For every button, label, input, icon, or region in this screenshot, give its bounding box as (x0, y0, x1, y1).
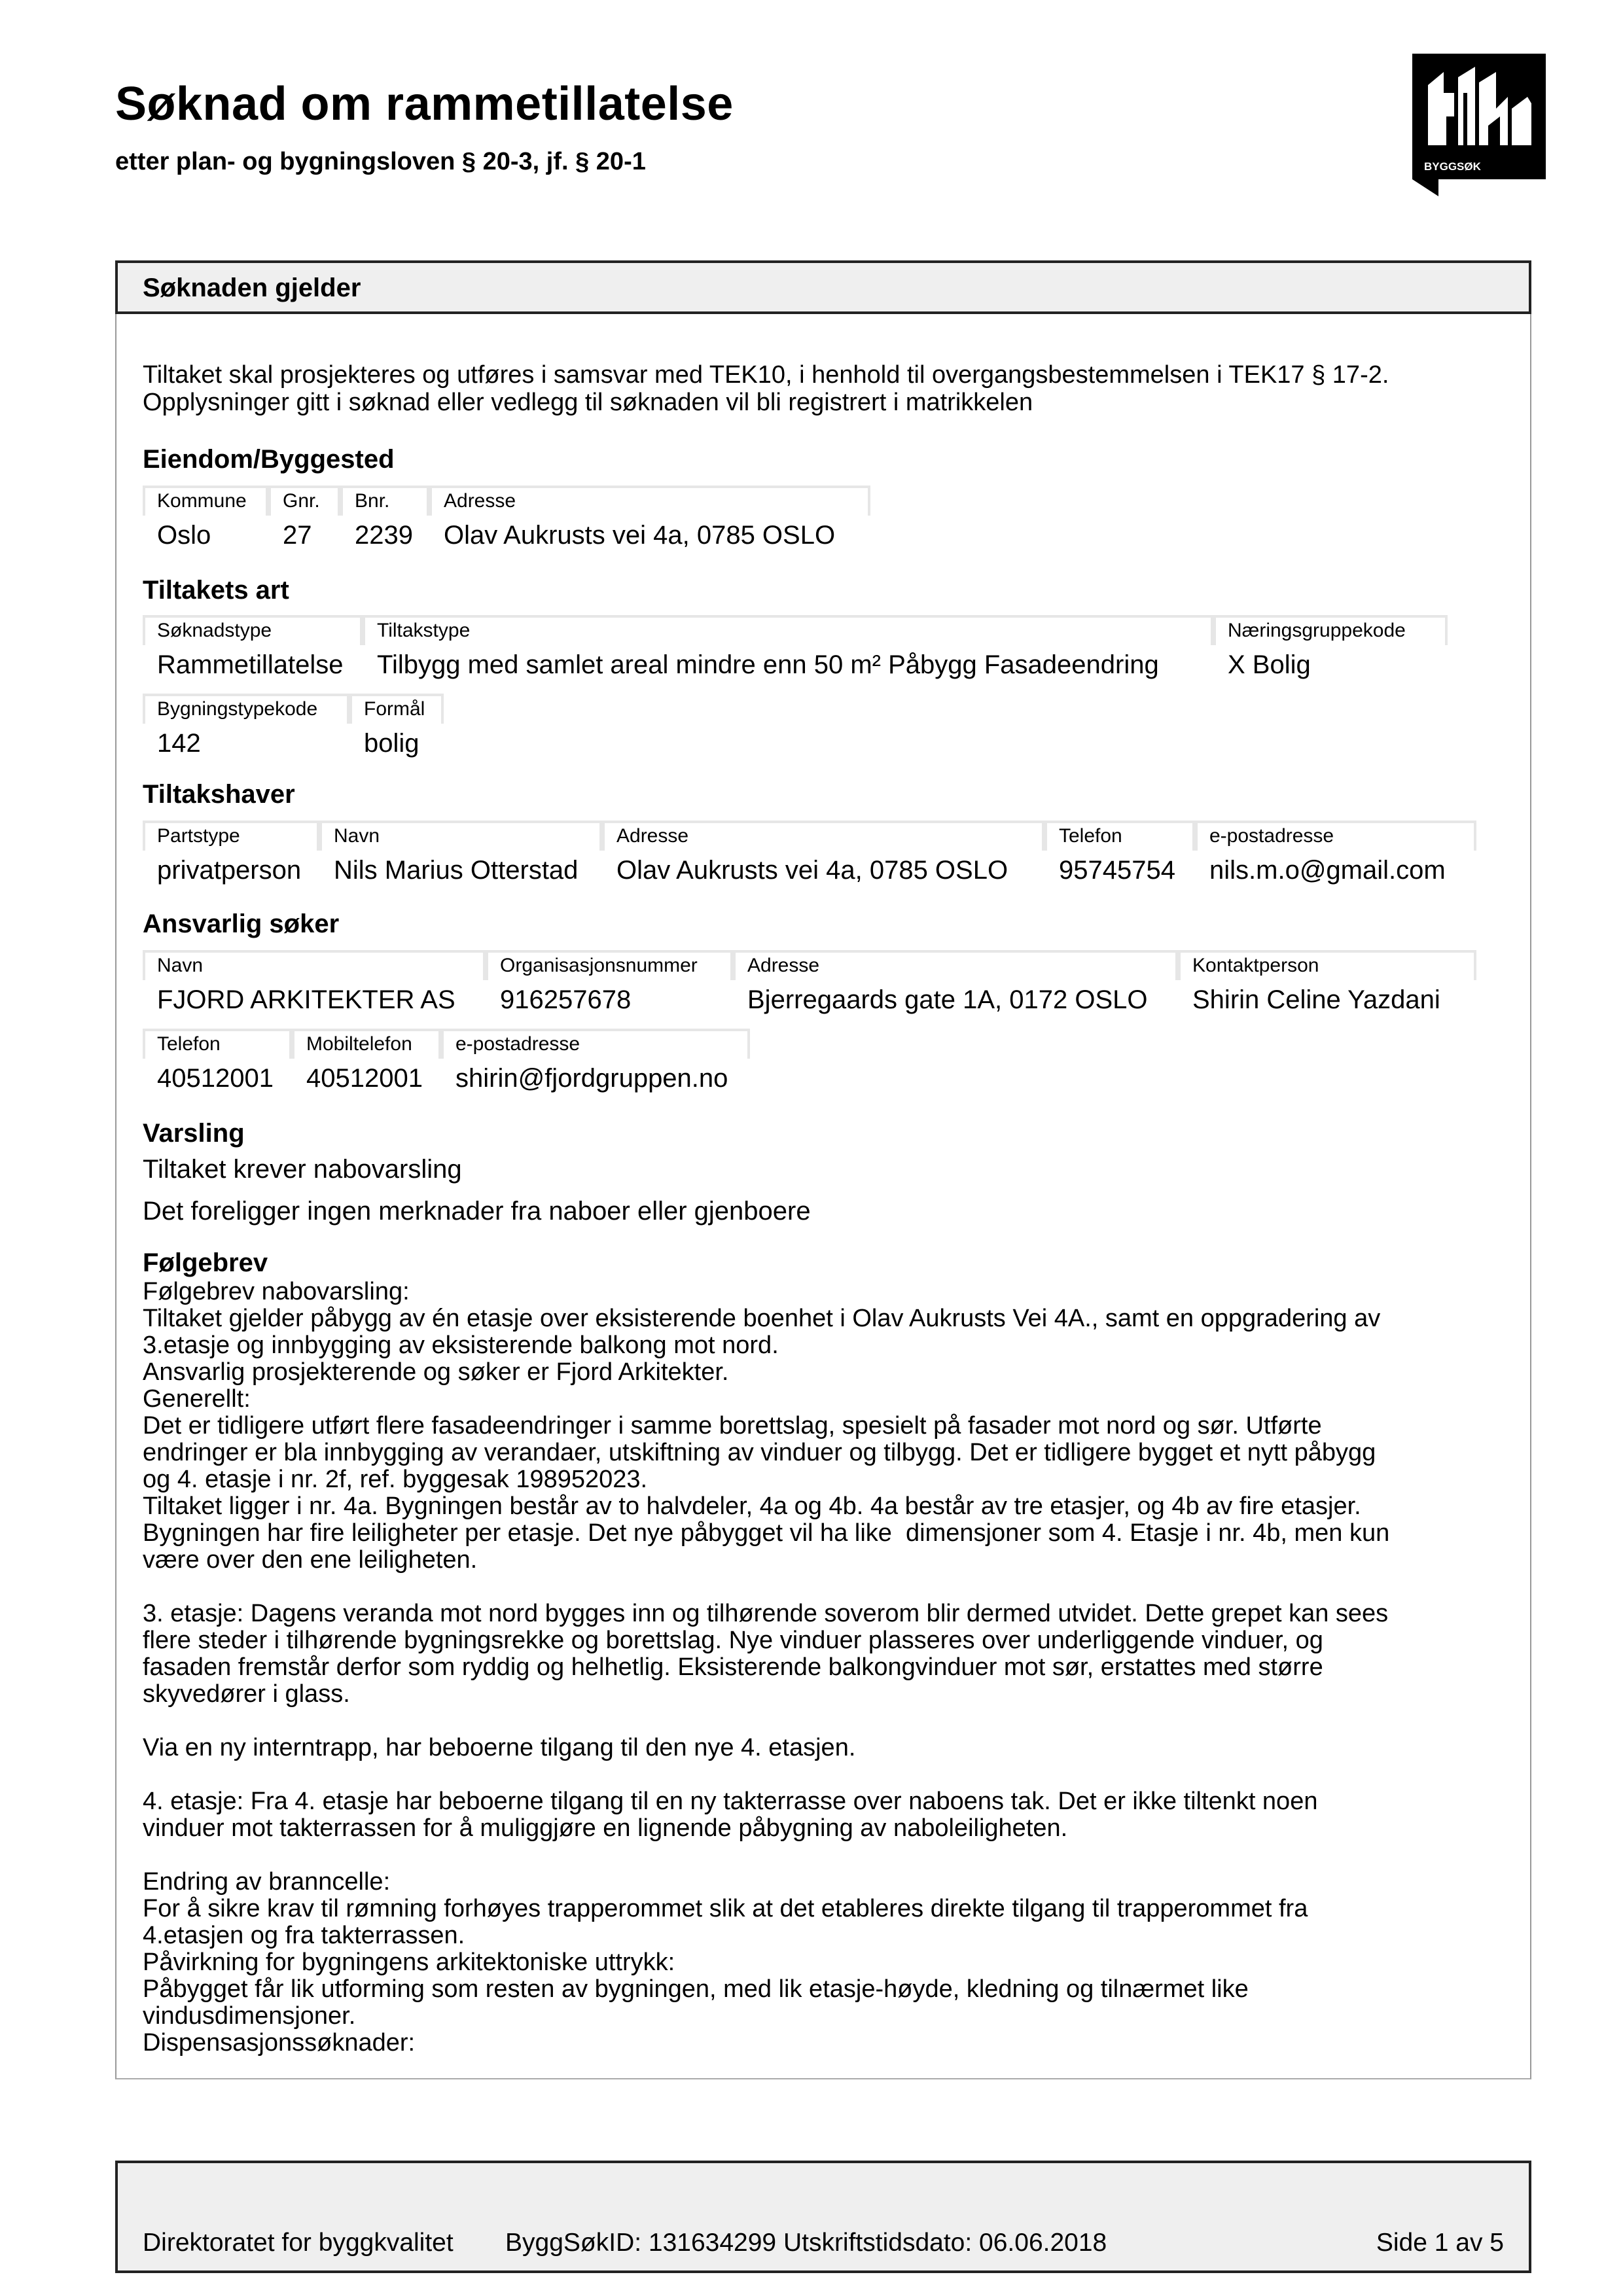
logo-text: BYGGSØK (1424, 160, 1481, 173)
value-soker-epost: shirin@fjordgruppen.no (455, 1064, 728, 1093)
field-kommune (143, 486, 268, 563)
footer-ids: ByggSøkID: 131634299 Utskriftstidsdato: 06.06.2018 (505, 2229, 1107, 2257)
folgebrev-line: Ansvarlig prosjekterende og søker er Fjord Arkitekter. (143, 1358, 729, 1386)
field-tiltakshaver-navn (319, 821, 602, 898)
value-soker-adresse: Bjerregaards gate 1A, 0172 OSLO (747, 985, 1148, 1014)
document-title: Søknad om rammetillatelse (115, 78, 734, 130)
value-naeringsgruppekode: X Bolig (1228, 650, 1311, 679)
folgebrev-line: og 4. etasje i nr. 2f, ref. byggesak 198952023. (143, 1466, 648, 1493)
value-mobiltelefon: 40512001 (306, 1064, 423, 1093)
field-mobiltelefon (292, 1029, 441, 1106)
value-partstype: privatperson (157, 856, 302, 885)
value-soker-navn: FJORD ARKITEKTER AS (157, 985, 455, 1014)
value-soker-telefon: 40512001 (157, 1064, 274, 1093)
field-tiltakshaver-telefon (1044, 821, 1195, 898)
field-kontaktperson (1178, 950, 1476, 1027)
folgebrev-line: Tiltaket ligger i nr. 4a. Bygningen består av to halvdeler, 4a og 4b. 4a består av tre etasjer, og 4b av fire etasjer. (143, 1492, 1361, 1520)
field-soker-navn (143, 950, 486, 1027)
field-bygningstypekode (143, 694, 349, 771)
heading-tiltakets-art: Tiltakets art (143, 576, 289, 605)
label-mobiltelefon: Mobiltelefon (292, 1029, 441, 1059)
document-subtitle: etter plan- og bygningsloven § 20-3, jf. § 20-1 (115, 148, 646, 175)
field-adresse (429, 486, 870, 563)
label-kommune: Kommune (143, 486, 268, 516)
field-tiltakshaver-adresse (602, 821, 1044, 898)
folgebrev-line: Bygningen har fire leiligheter per etasje. Det nye påbygget vil ha like dimensjoner som 4. Etasje i nr. 4b, men kun (143, 1519, 1390, 1547)
folgebrev-line: Generellt: (143, 1385, 251, 1413)
heading-tiltakshaver: Tiltakshaver (143, 780, 295, 809)
folgebrev-line: være over den ene leiligheten. (143, 1546, 478, 1574)
label-soknadstype: Søknadstype (143, 615, 363, 645)
folgebrev-line: For å sikre krav til rømning forhøyes trapperommet slik at det etableres direkte tilgang til trapperommet fra (143, 1895, 1308, 1922)
heading-folgebrev: Følgebrev (143, 1248, 268, 1277)
label-naeringsgruppekode: Næringsgruppekode (1213, 615, 1448, 645)
folgebrev-line: Dispensasjonssøknader: (143, 2029, 416, 2057)
value-kommune: Oslo (157, 521, 211, 550)
field-tiltakstype (363, 615, 1213, 692)
varsling-line-1: Tiltaket krever nabovarsling (143, 1155, 462, 1184)
value-kontaktperson: Shirin Celine Yazdani (1192, 985, 1440, 1014)
label-adresse: Adresse (429, 486, 870, 516)
folgebrev-line: flere steder i tilhørende bygningsrekke og borettslag. Nye vinduer plasseres over underliggende vinduer, og (143, 1627, 1323, 1654)
folgebrev-line: vindusdimensjoner. (143, 2002, 356, 2030)
field-gnr (268, 486, 340, 563)
field-bnr (340, 486, 429, 563)
folgebrev-line: 3. etasje: Dagens veranda mot nord bygges inn og tilhørende soverom blir dermed utvidet. Dette grepet kan sees (143, 1600, 1389, 1627)
value-tiltakstype: Tilbygg med samlet areal mindre enn 50 m² Påbygg Fasadeendring (377, 650, 1159, 679)
paragraph-gap (143, 1842, 1524, 1869)
section-header (115, 260, 1531, 314)
label-soker-navn: Navn (143, 950, 486, 980)
label-tiltakshaver-epost: e-postadresse (1195, 821, 1476, 851)
folgebrev-line: Påvirkning for bygningens arkitektoniske uttrykk: (143, 1949, 675, 1976)
field-partstype (143, 821, 319, 898)
field-soker-epost (441, 1029, 750, 1106)
label-kontaktperson: Kontaktperson (1178, 950, 1476, 980)
field-soker-adresse (733, 950, 1178, 1027)
folgebrev-line: Følgebrev nabovarsling: (143, 1278, 410, 1305)
heading-ansvarlig-soker: Ansvarlig søker (143, 910, 340, 938)
value-formal: bolig (364, 729, 419, 758)
folgebrev-line: Påbygget får lik utforming som resten av bygningen, med lik etasje-høyde, kledning og tilnærmet like (143, 1975, 1249, 2003)
field-soker-telefon (143, 1029, 292, 1106)
label-tiltakshaver-navn: Navn (319, 821, 602, 851)
value-organisasjonsnummer: 916257678 (500, 985, 632, 1014)
label-bygningstypekode: Bygningstypekode (143, 694, 349, 724)
label-soker-epost: e-postadresse (441, 1029, 750, 1059)
folgebrev-line: 4.etasjen og fra takterrassen. (143, 1922, 465, 1949)
label-partstype: Partstype (143, 821, 319, 851)
value-tiltakshaver-navn: Nils Marius Otterstad (334, 856, 579, 885)
page-footer (115, 2161, 1531, 2273)
value-gnr: 27 (283, 521, 312, 550)
value-tiltakshaver-epost: nils.m.o@gmail.com (1209, 856, 1446, 885)
heading-eiendom: Eiendom/Byggested (143, 445, 395, 474)
folgebrev-line: Via en ny interntrapp, har beboerne tilgang til den nye 4. etasjen. (143, 1734, 856, 1761)
field-naeringsgruppekode (1213, 615, 1448, 692)
value-tiltakshaver-telefon: 95745754 (1059, 856, 1175, 885)
varsling-line-2: Det foreligger ingen merknader fra naboer eller gjenboere (143, 1197, 811, 1226)
paragraph-gap (143, 1708, 1524, 1735)
field-soknadstype (143, 615, 363, 692)
value-adresse: Olav Aukrusts vei 4a, 0785 OSLO (444, 521, 836, 550)
folgebrev-line: Tiltaket gjelder påbygg av én etasje over eksisterende boenhet i Olav Aukrusts Vei 4A., samt en oppgradering av (143, 1305, 1381, 1332)
paragraph-gap (143, 1574, 1524, 1600)
folgebrev-line: 4. etasje: Fra 4. etasje har beboerne tilgang til en ny takterrasse over naboens tak. Det er ikke tiltenkt noen (143, 1788, 1318, 1815)
paragraph-gap (143, 1761, 1524, 1788)
intro-line-1: Tiltaket skal prosjekteres og utføres i samsvar med TEK10, i henhold til overgangsbestemmelsen i TEK17 § 17-2. (143, 361, 1389, 389)
folgebrev-line: Endring av branncelle: (143, 1868, 391, 1896)
heading-varsling: Varsling (143, 1119, 245, 1148)
label-soker-adresse: Adresse (733, 950, 1178, 980)
folgebrev-line: endringer er bla innbygging av verandaer, utskiftning av vinduer og tilbygg. Det er tidligere bygget et nytt påbygg (143, 1439, 1376, 1466)
value-bnr: 2239 (355, 521, 413, 550)
value-bygningstypekode: 142 (157, 729, 201, 758)
footer-organization: Direktoratet for byggkvalitet (143, 2229, 454, 2257)
field-tiltakshaver-epost (1195, 821, 1476, 898)
field-organisasjonsnummer (486, 950, 733, 1027)
value-tiltakshaver-adresse: Olav Aukrusts vei 4a, 0785 OSLO (616, 856, 1008, 885)
folgebrev-line: fasaden fremstår derfor som ryddig og helhetlig. Eksisterende balkongvinduer mot sør, erstattes med større (143, 1653, 1323, 1681)
label-bnr: Bnr. (340, 486, 429, 516)
folgebrev-line: Det er tidligere utført flere fasadeendringer i samme borettslag, spesielt på fasader mot nord og sør. Utførte (143, 1412, 1322, 1439)
label-tiltakshaver-telefon: Telefon (1044, 821, 1195, 851)
folgebrev-line: skyvedører i glass. (143, 1680, 350, 1708)
byggsok-logo (1412, 54, 1546, 196)
label-tiltakstype: Tiltakstype (363, 615, 1213, 645)
section-title: Søknaden gjelder (143, 274, 361, 302)
label-formal: Formål (349, 694, 444, 724)
label-soker-telefon: Telefon (143, 1029, 292, 1059)
footer-page-number: Side 1 av 5 (1376, 2229, 1504, 2257)
folgebrev-line: vinduer mot takterrassen for å muliggjøre en lignende påbygning av naboleiligheten. (143, 1814, 1068, 1842)
label-organisasjonsnummer: Organisasjonsnummer (486, 950, 733, 980)
intro-line-2: Opplysninger gitt i søknad eller vedlegg til søknaden vil bli registrert i matrikkelen (143, 389, 1033, 416)
field-formal (349, 694, 444, 771)
folgebrev-line: 3.etasje og innbygging av eksisterende balkong mot nord. (143, 1332, 779, 1359)
label-gnr: Gnr. (268, 486, 340, 516)
value-soknadstype: Rammetillatelse (157, 650, 344, 679)
folgebrev-body (143, 1279, 1524, 2057)
label-tiltakshaver-adresse: Adresse (602, 821, 1044, 851)
